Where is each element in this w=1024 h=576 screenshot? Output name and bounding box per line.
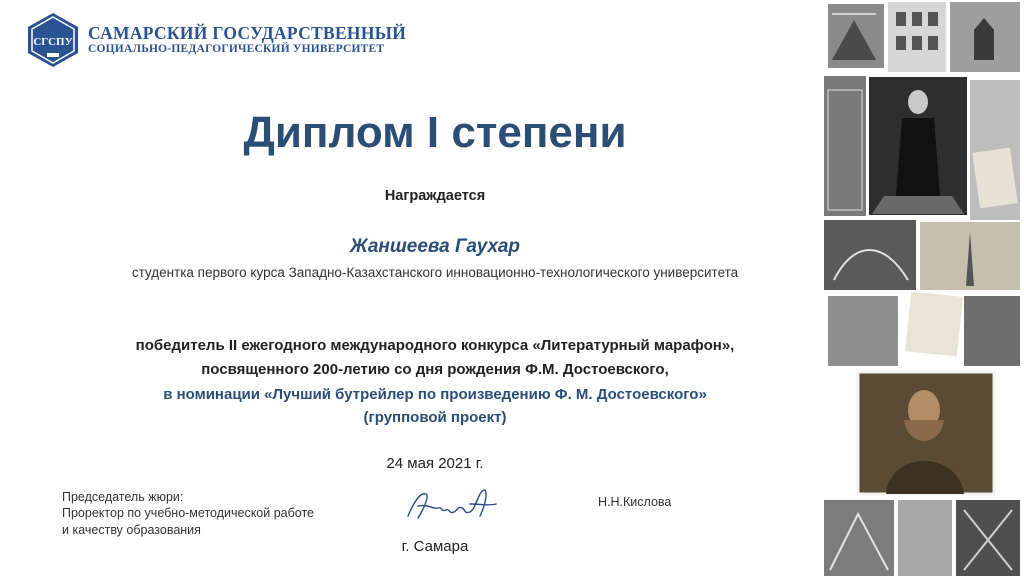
city: г. Самара	[401, 538, 469, 555]
handwritten-signature	[400, 482, 500, 526]
collage-tile-book	[970, 80, 1020, 220]
collage-tile-figure	[868, 76, 968, 216]
illustration-collage	[824, 0, 1024, 576]
awarded-label: Награждается	[384, 188, 486, 204]
jury-line2: Проректор по учебно-методической работе	[62, 506, 314, 521]
diploma-title: Диплом I степени	[243, 108, 627, 157]
emblem-text: СГСПУ	[33, 36, 73, 48]
signer-name: Н.Н.Кислова	[598, 495, 672, 509]
nomination-line1: в номинации «Лучший бутрейлер по произведению Ф. М. Достоевского»	[163, 386, 707, 403]
achievement-line1: победитель II ежегодного международного конкурса «Литературный марафон»,	[135, 337, 735, 354]
jury-chair-block	[62, 489, 314, 538]
recipient-name: Жаншеева Гаухар	[349, 236, 520, 257]
collage-tile-bottom-right	[956, 500, 1020, 576]
collage-tile-bottom-left	[824, 500, 894, 576]
university-name-line1: САМАРСКИЙ ГОСУДАРСТВЕННЫЙ	[88, 23, 407, 44]
recipient-description: студентка первого курса Западно-Казахстанского инновационно-технологического университета	[131, 265, 739, 280]
jury-line3: и качеству образования	[62, 522, 201, 537]
collage-tile-sketch	[824, 220, 916, 290]
collage-tile-left-mid	[824, 76, 866, 216]
collage-tile-spire	[920, 222, 1020, 290]
jury-line1: Председатель жюри:	[62, 490, 184, 504]
university-logo	[26, 12, 406, 68]
emblem-icon	[26, 12, 80, 68]
collage-tile-church	[950, 2, 1020, 72]
collage-tile-street	[828, 4, 884, 68]
award-date: 24 мая 2021 г.	[386, 455, 484, 472]
nomination-line2: (групповой проект)	[363, 409, 507, 426]
collage-tile-building	[888, 2, 946, 72]
achievement-line2: посвященного 200-летию со дня рождения Ф.М. Достоевского,	[201, 361, 669, 378]
collage-tile-bottom-mid	[898, 500, 952, 576]
university-name-line2: СОЦИАЛЬНО-ПЕДАГОГИЧЕСКИЙ УНИВЕРСИТЕТ	[88, 43, 385, 56]
collage-tile-portrait	[858, 372, 994, 494]
